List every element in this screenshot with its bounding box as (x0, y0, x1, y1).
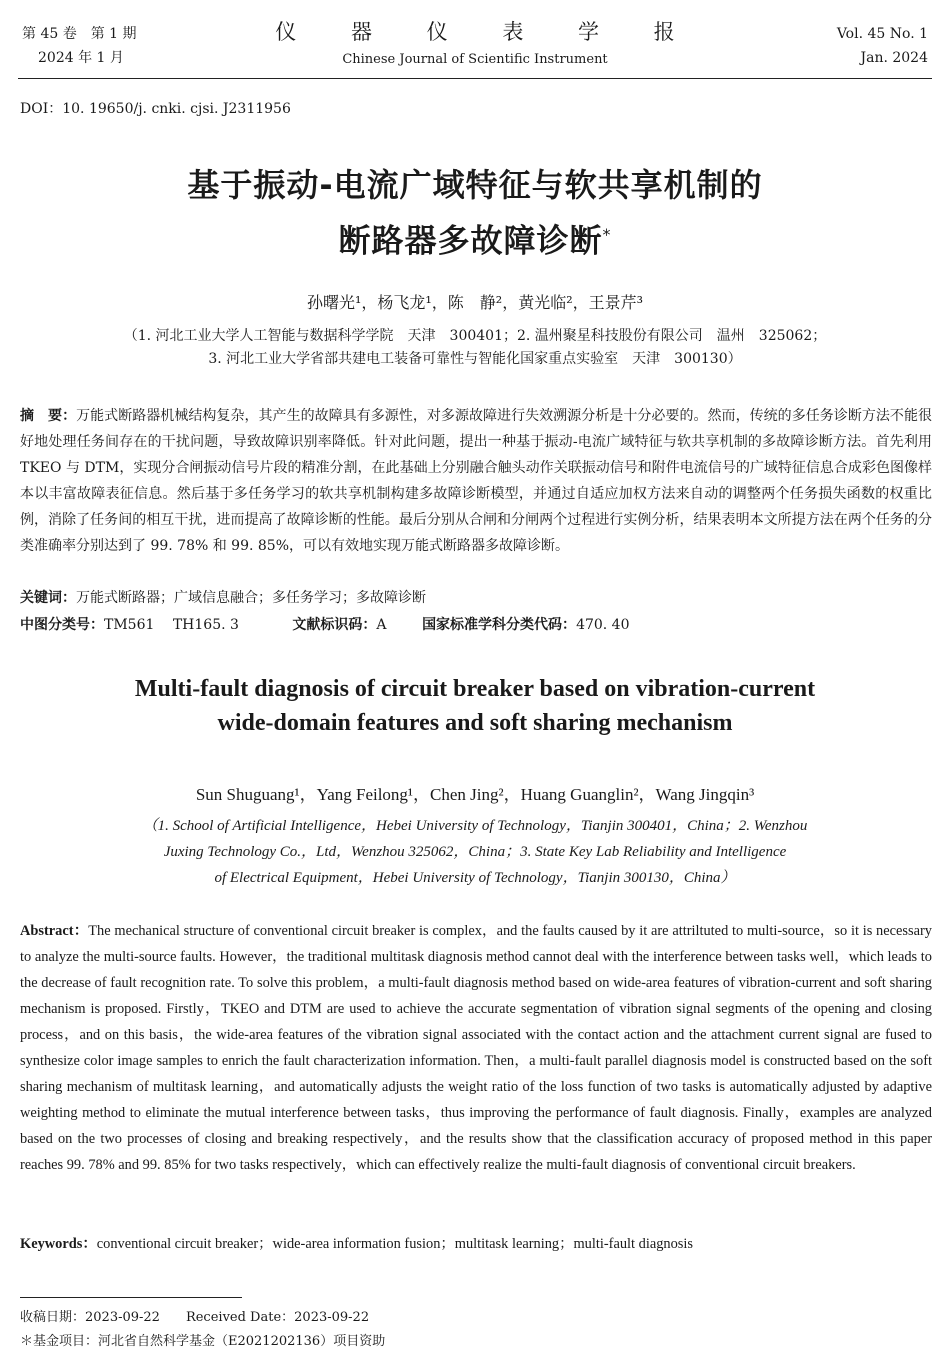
authors-en: Sun Shuguang¹，Yang Feilong¹，Chen Jing²，Huang Guanglin²，Wang Jingqin³ (195, 785, 755, 804)
date-cn: 2024 年 1 月 (38, 50, 124, 66)
footnote-divider (20, 1297, 242, 1298)
clc-value: TM561 TH165. 3 (104, 617, 239, 633)
title-en-line1: Multi-fault diagnosis of circuit breaker based on vibration-current (134, 676, 816, 702)
doi[interactable]: DOI：10. 19650/j. cnki. cjsi. J2311956 (20, 101, 291, 117)
header-divider (18, 78, 932, 79)
authors-cn: 孙曙光¹，杨飞龙¹，陈 静²，黄光临²，王景芹³ (306, 293, 644, 312)
affiliation-en-line: Juxing Technology Co.，Ltd，Wenzhou 325062，China；3. State Key Lab Reliability and Intelligence (163, 844, 787, 860)
volume-en: Vol. 45 No. 1 (836, 26, 928, 42)
title-cn-line2-wrap (0, 210, 950, 266)
date-en: Jan. 2024 (860, 50, 928, 66)
affiliations-en (0, 813, 950, 891)
keywords-en-text: conventional circuit breaker；wide-area information fusion；multitask learning；multi-fault diagnosis (96, 1236, 693, 1252)
title-en-line2: wide-domain features and soft sharing mechanism (217, 710, 733, 736)
affiliation-en-line: （1. School of Artificial Intelligence，Hebei University of Technology，Tianjin 300401，China；2. Wenzhou (142, 818, 808, 834)
journal-name-en: Chinese Journal of Scientific Instrument (342, 52, 608, 67)
keywords-cn-text: 万能式断路器；广域信息融合；多任务学习；多故障诊断 (76, 590, 426, 606)
std-code-label: 国家标准学科分类代码： (422, 617, 577, 633)
doc-code-label: 文献标识码： (292, 617, 377, 633)
journal-masthead (0, 16, 950, 67)
keywords-en-label: Keywords： (20, 1236, 97, 1252)
header-volume-en (837, 22, 928, 70)
journal-name-cn: 仪 器 仪 表 学 报 (275, 20, 699, 44)
received-date: 收稿日期：2023-09-22 Received Date：2023-09-22 (20, 1310, 370, 1325)
abstract-cn-label: 摘 要： (20, 408, 77, 424)
clc-label: 中图分类号： (20, 617, 104, 633)
footnote-mark: * (602, 225, 612, 244)
abstract-en-text: The mechanical structure of conventional circuit breaker is complex，and the faults caused by it are attriltuted to multi-source，so it is necessary to analyze the multi-source faults. However，the traditional multitask diagnosis method cannot deal with the interference between tasks well，which leads to the decrease of fault recognition rate. To solve this problem，a multi-fault diagnosis method based on wide-area features of vibration-current and soft sharing mechanism is proposed. Firstly，TKEO and DTM are used to achieve the accurate segmentation of vibration signal segments of the opening and closing process，and on this basis，the wide-area features of the vibration signal associated with the contact action and the attachment current signal are fused to synthesize color image samples to enrich the fault characterization information. Then，a multi-fault parallel diagnosis model is constructed based on the soft sharing mechanism of multitask learning，and automatically adjusts the weight ratio of the loss function of two tasks is automatically adjusted by adaptive weighting method to eliminate the mutual interference between tasks，thus improving the performance of fault diagnosis. Finally，examples are analyzed based on the two processes of closing and breaking respectively，and the results show that the classification accuracy of proposed method in this paper reaches 99. 78% and 99. 85% for two tasks respectively，which can effectively realize the multi-fault diagnosis of conventional circuit breakers. (20, 923, 932, 1173)
affiliation-en-line: of Electrical Equipment，Hebei University of Technology，Tianjin 300130，China） (214, 870, 736, 886)
keywords-en (20, 1232, 693, 1253)
volume-cn: 第 45 卷 第 1 期 (22, 26, 137, 42)
page-title-cn (0, 160, 950, 266)
affiliation-cn-line: （1. 河北工业大学人工智能与数据科学学院 天津 300401；2. 温州聚星科技股份有限公司 温州 325062； (123, 328, 827, 344)
abstract-cn (20, 403, 932, 559)
doc-code-value: A (376, 617, 387, 633)
classification-row (20, 614, 630, 634)
abstract-cn-text: 万能式断路器机械结构复杂，其产生的故障具有多源性，对多源故障进行失效溯源分析是十分必要的。然而，传统的多任务诊断方法不能很好地处理任务间存在的干扰问题，导致故障识别率降低。针对此问题，提出一种基于振动-电流广域特征与软共享机制的多故障诊断方法。首先利用 TKEO 与 DTM，实现分合闸振动信号片段的精准分割，在此基础上分别融合触头动作关联振动信号和附件电流信号的广域特征信息合成彩色图像样本以丰富故障表征信息。然后基于多任务学习的软共享机制构建多故障诊断模型，并通过自适应加权方法来自动的调整两个任务损失函数的权重比例，消除了任务间的相互干扰，进而提高了故障诊断的性能。最后分别从合闸和分闸两个过程进行实例分析，结果表明本文所提方法在两个任务的分类准确率分别达到了 99. 78% 和 99. 85%，可以有效地实现万能式断路器多故障诊断。 (20, 408, 932, 554)
title-cn-line2: 断路器多故障诊断 (338, 221, 603, 260)
fund-note: ＊基金项目：河北省自然科学基金（E2021202136）项目资助 (20, 1334, 386, 1349)
abstract-en-label: Abstract： (20, 923, 89, 939)
page-title-en (0, 672, 950, 740)
affiliation-cn-line: 3. 河北工业大学省部共建电工装备可靠性与智能化国家重点实验室 天津 300130） (208, 351, 742, 367)
keywords-cn (20, 587, 426, 607)
affiliations-cn (0, 325, 950, 371)
keywords-cn-label: 关键词： (20, 590, 76, 606)
std-code-value: 470. 40 (576, 617, 630, 633)
abstract-en (20, 918, 932, 1178)
title-cn-line1: 基于振动-电流广域特征与软共享机制的 (187, 166, 763, 204)
